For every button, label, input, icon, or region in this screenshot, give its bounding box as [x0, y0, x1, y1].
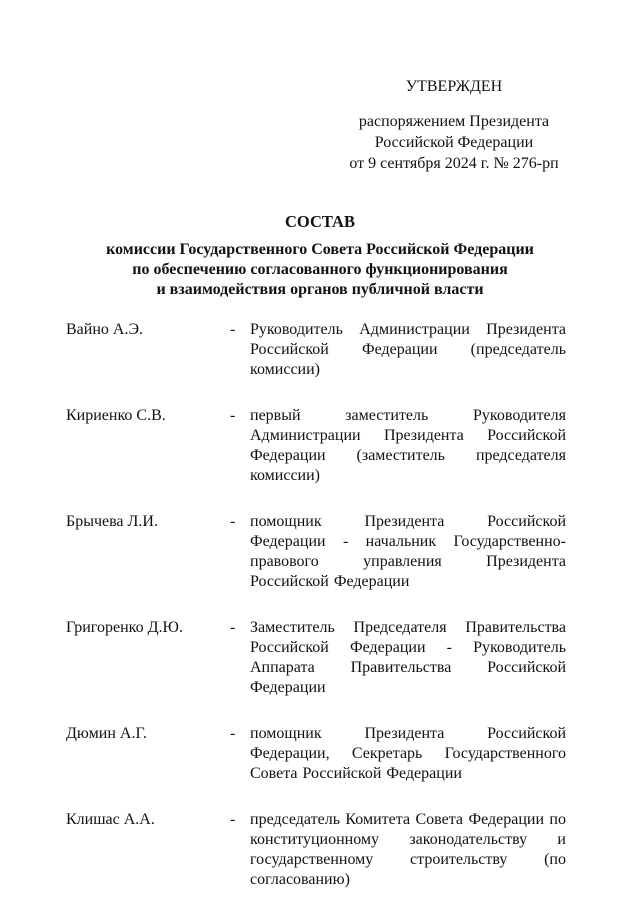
member-row — [66, 406, 566, 486]
members-list — [66, 320, 566, 916]
member-name: Кириенко С.В. — [66, 407, 166, 424]
member-dash: - — [230, 321, 236, 338]
member-role: председатель Комитета Совета Федерации по конституционному законодательству и государственному строительству (по согласованию) — [250, 811, 566, 888]
heading-line-1: комиссии Государственного Совета Российской Федерации — [106, 241, 534, 258]
approval-line-3: от 9 сентября 2024 г. № 276-рп — [349, 155, 559, 172]
member-row — [66, 320, 566, 380]
member-dash: - — [230, 725, 236, 742]
member-role: помощник Президента Российской Федерации, Секретарь Государственного Совета Российской Федерации — [250, 725, 566, 782]
heading-line-2: по обеспечению согласованного функционирования — [132, 261, 508, 278]
member-role: Заместитель Председателя Правительства Российской Федерации - Руководитель Аппарата Правительства Российской Федерации — [250, 619, 566, 696]
member-name: Дюмин А.Г. — [66, 725, 147, 742]
member-name: Григоренко Д.Ю. — [66, 619, 183, 636]
member-row — [66, 618, 566, 698]
member-name: Вайно А.Э. — [66, 321, 144, 338]
member-dash: - — [230, 811, 236, 828]
member-dash: - — [230, 407, 236, 424]
member-dash: - — [230, 513, 236, 530]
member-name: Брычева Л.И. — [66, 513, 158, 530]
document-heading — [60, 212, 580, 300]
heading-line-3: и взаимодействия органов публичной власти — [156, 281, 484, 298]
document-title: СОСТАВ — [285, 212, 355, 231]
member-row — [66, 512, 566, 592]
member-row — [66, 724, 566, 784]
approval-line-2: Российской Федерации — [374, 134, 534, 151]
approval-line-1: распоряжением Президента — [358, 113, 550, 130]
member-dash: - — [230, 619, 236, 636]
approved-label: УТВЕРЖДЕН — [405, 78, 503, 95]
member-name: Клишас А.А. — [66, 811, 155, 828]
member-role: первый заместитель Руководителя Администрации Президента Российской Федерации (заместитель председателя комиссии) — [250, 407, 566, 484]
member-row — [66, 810, 566, 890]
member-role: Руководитель Администрации Президента Российской Федерации (председатель комиссии) — [250, 321, 566, 378]
member-role: помощник Президента Российской Федерации - начальник Государственно-правового управления Президента Российской Федерации — [250, 513, 566, 590]
approval-stamp — [340, 76, 568, 174]
